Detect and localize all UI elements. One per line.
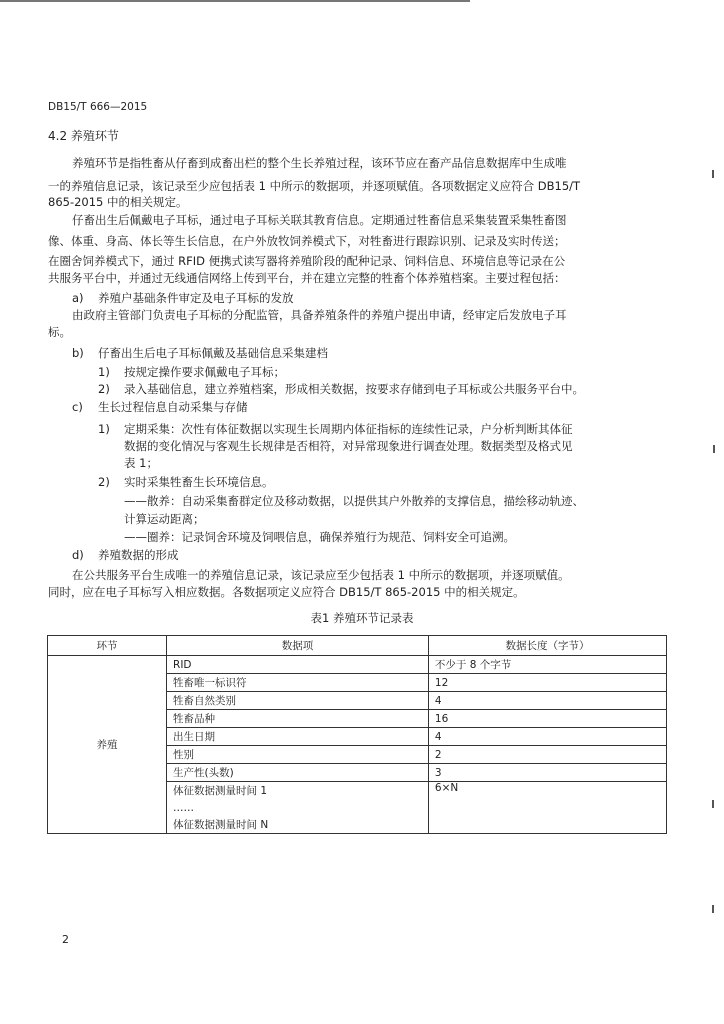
item-text: 同时，应在电子耳标写入相应数据。各数据项定义应符合 DB15/T 865-2015 中的相关规定。 [48,585,525,599]
table-cell: 6×N [428,782,666,834]
item-heading: 仔畜出生后电子耳标佩戴及基础信息采集建档 [98,346,328,360]
table-cell: 生产性(头数) [167,764,429,782]
paragraph-line: 一的养殖信息记录，该记录至少应包括表 1 中所示的数据项，并逐项赋值。各项数据定义应符合 DB15/T [48,179,581,193]
table-cell: 2 [428,746,666,764]
table-cell: 牲畜品种 [167,710,429,728]
subitem-text: 录入基础信息，建立养殖档案，形成相关数据，按要求存储到电子耳标或公共服务平台中。 [124,382,584,396]
item-marker: b) [72,346,84,360]
table-cell: …… [167,799,429,816]
paragraph-line: 共服务平台中，并通过无线通信网络上传到平台，并在建立完整的牲畜个体养殖档案。主要过程包括： [48,271,566,285]
table-category-cell: 养殖 [48,656,167,834]
subitem-text: ——圈养：记录饲舍环境及饲喂信息，确保养殖行为规范、饲料安全可追溯。 [124,530,515,544]
paragraph-line: 像、体重、身高、体长等生长信息，在户外放牧饲养模式下，对牲畜进行跟踪识别、记录及实时传送； [48,234,566,248]
page-number: 2 [62,933,69,946]
scan-speck [712,170,714,178]
table-header-row [48,636,667,656]
table-cell: 体征数据测量时间 N [167,816,429,834]
subitem-text: 表 1； [124,456,158,470]
table-cell: 性别 [167,746,429,764]
subitem-text: 定期采集：次性有体征数据以实现生长周期内体征指标的连续性记录，户分析判断其体征 [124,422,573,436]
item-heading: 养殖户基础条件审定及电子耳标的发放 [98,291,294,305]
table-cell: 3 [428,764,666,782]
table-cell: 牲畜唯一标识符 [167,674,429,692]
paragraph-line: 865-2015 中的相关规定。 [48,195,188,209]
subitem-text: 按规定操作要求佩戴电子耳标； [124,365,285,379]
subitem-text: 数据的变化情况与客观生长规律是否相符，对异常现象进行调查处理。数据类型及格式见 [124,439,573,453]
subitem-marker: 2) [98,475,110,489]
table-cell: 体征数据测量时间 1 [167,782,429,800]
subitem-marker: 2) [98,382,110,396]
scan-speck [712,905,714,913]
subitem-text: 实时采集牲畜生长环境信息。 [124,475,274,489]
paragraph-line: 在圈舍饲养模式下，通过 RFID 便携式读写器将养殖阶段的配种记录、饲料信息、环境信息等记录在公 [48,254,566,268]
subitem-marker: 1) [98,422,110,436]
table-title: 表1 养殖环节记录表 [310,611,414,625]
table-cell: 16 [428,710,666,728]
table-cell: 4 [428,692,666,710]
item-marker: c) [72,400,83,414]
table-cell: 牲畜自然类别 [167,692,429,710]
item-text: 由政府主管部门负责电子耳标的分配监管，具备养殖条件的养殖户提出申请，经审定后发放电子耳 [72,308,567,322]
subitem-text: 计算运动距离； [124,512,205,526]
scan-speck [713,445,715,453]
table-cell: RID [167,656,429,674]
paragraph-line: 仔畜出生后佩戴电子耳标，通过电子耳标关联其教育信息。定期通过牲畜信息采集装置采集牲畜图 [72,213,567,227]
table-header-cell: 环节 [48,636,167,656]
paragraph-line: 养殖环节是指牲畜从仔畜到成畜出栏的整个生长养殖过程，该环节应在畜产品信息数据库中生成唯 [72,156,567,170]
item-marker: d) [72,548,84,562]
table-header-cell: 数据长度（字节） [428,636,666,656]
scan-speck [712,800,714,808]
item-text: 标。 [48,325,71,339]
doc-id: DB15/T 666—2015 [48,101,148,113]
top-rule [0,0,470,2]
subitem-marker: 1) [98,365,110,379]
table-cell: 出生日期 [167,728,429,746]
table-cell: 不少于 8 个字节 [428,656,666,674]
record-table [47,635,667,834]
table-cell: 4 [428,728,666,746]
item-marker: a) [72,291,84,305]
table-header-cell: 数据项 [167,636,429,656]
section-title: 4.2 养殖环节 [48,129,119,143]
table-row [48,656,667,674]
subitem-text: ——散养：自动采集畜群定位及移动数据，以提供其户外散养的支撑信息，描绘移动轨迹、 [124,494,584,508]
item-heading: 生长过程信息自动采集与存储 [98,400,248,414]
table-cell: 12 [428,674,666,692]
item-text: 在公共服务平台生成唯一的养殖信息记录，该记录应至少包括表 1 中所示的数据项，并逐项赋值。 [72,568,570,582]
item-heading: 养殖数据的形成 [98,548,179,562]
